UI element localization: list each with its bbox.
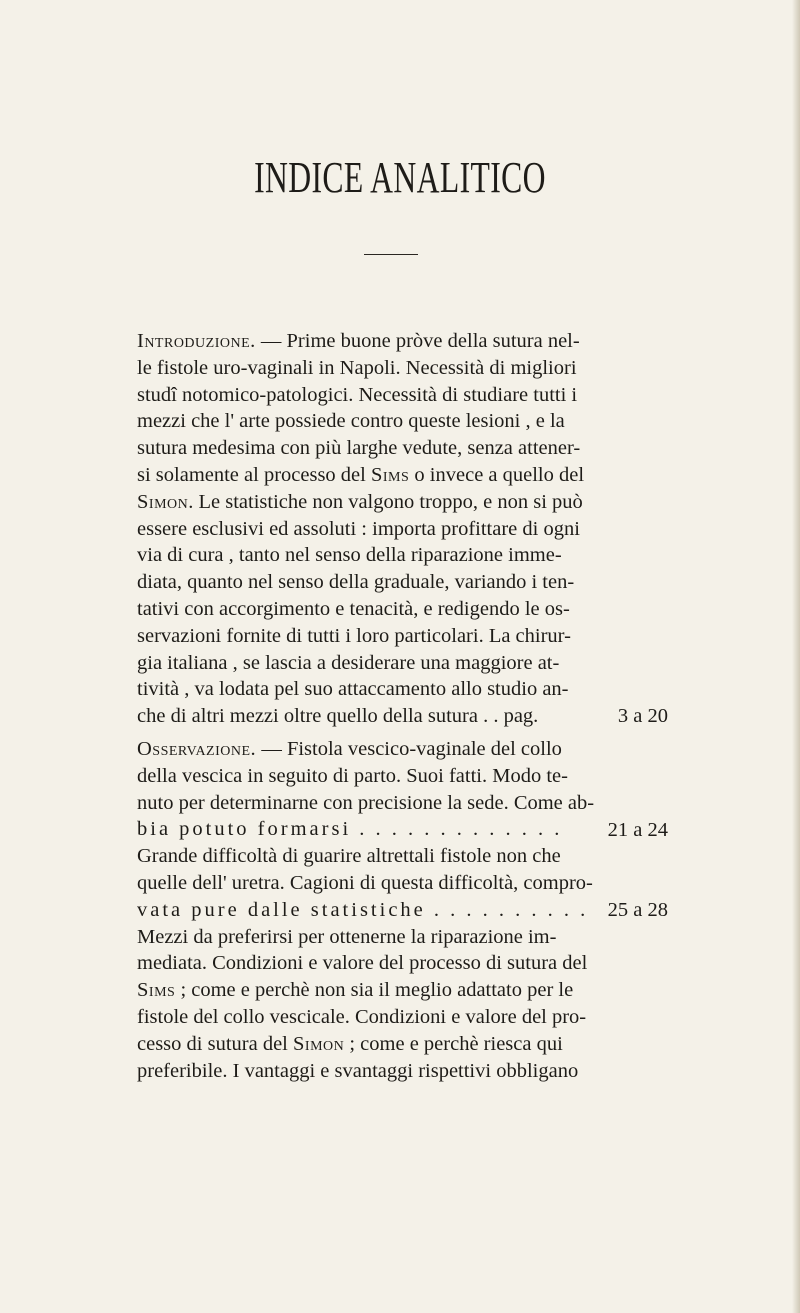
entry-heading: Osservazione. [137,738,257,760]
text-line: Sims ; come e perchè non sia il meglio adattato per le [137,979,574,1002]
text-line: diata, quanto nel senso della graduale, variando i ten- [137,571,575,594]
text-line: vata pure dalle statistiche . . . . . . . . . . [137,898,589,921]
page-edge-shadow [792,0,800,1313]
text-line: Grande difficoltà di guarire altrettali fistole non che [137,845,561,868]
page-title: INDICE ANALITICO [254,153,546,202]
text-line: si solamente al processo del Sims o invece a quello del [137,463,585,486]
page-reference: 25 a 28 [607,899,668,921]
name-simon: Simon [293,1032,345,1055]
text-line: tativi con accorgimento e tenacità, e redigendo le os- [137,597,570,620]
entry-heading: Introduzione. [137,330,256,352]
text-line: quelle dell' uretra. Cagioni di questa difficoltà, compro- [137,871,593,894]
text-line: della vescica in seguito di parto. Suoi fatti. Modo te- [137,764,568,787]
text-line: preferibile. I vantaggi e svantaggi rispettivi obbligano [137,1059,579,1082]
text-line: sutura medesima con più larghe vedute, senza attener- [137,437,581,460]
text-line: le fistole uro-vaginali in Napoli. Necessità di migliori [137,356,577,379]
text-line: cesso di sutura del Simon ; come e perchè riesca qui [137,1032,563,1055]
text-line: Mezzi da preferirsi per ottenerne la riparazione im- [137,925,557,948]
text-line: servazioni fornite di tutti i loro particolari. La chirur- [137,624,571,647]
page-reference: 3 a 20 [617,705,668,727]
text-line: essere esclusivi ed assoluti : importa profittare di ogni [137,517,580,540]
text-line: mediata. Condizioni e valore del processo di sutura del [137,952,588,975]
title-divider [364,254,418,255]
text-line: gia italiana , se lascia a desiderare una maggiore at- [137,651,560,674]
text-line: mezzi che l' arte possiede contro queste lesioni , e la [137,410,565,433]
text-line: fistole del collo vescicale. Condizioni e valore del pro- [137,1005,587,1028]
text-line: tività , va lodata pel suo attaccamento allo studio an- [137,678,569,701]
name-sims: Sims [370,463,410,486]
text-line: nuto per determinarne con precisione la sede. Come ab- [137,791,595,814]
text-line: via di cura , tanto nel senso della riparazione imme- [137,544,562,567]
text-line: bia potuto formarsi . . . . . . . . . . . . . [137,818,563,841]
entry-introduzione [137,328,657,730]
text-line: studî notomico-patologici. Necessità di studiare tutti i [137,383,578,406]
page-reference: 21 a 24 [607,819,668,841]
text-line: Simon. Le statistiche non valgono troppo, e non si può [137,490,583,513]
name-simon: Simon [137,490,189,513]
text-line: Osservazione. — Fistola vescico-vaginale del collo [137,738,562,760]
text-line: che di altri mezzi oltre quello della sutura . . pag. [137,705,539,728]
text-line: Introduzione. — Prime buone pròve della sutura nel- [137,330,580,352]
name-sims: Sims [137,979,176,1002]
